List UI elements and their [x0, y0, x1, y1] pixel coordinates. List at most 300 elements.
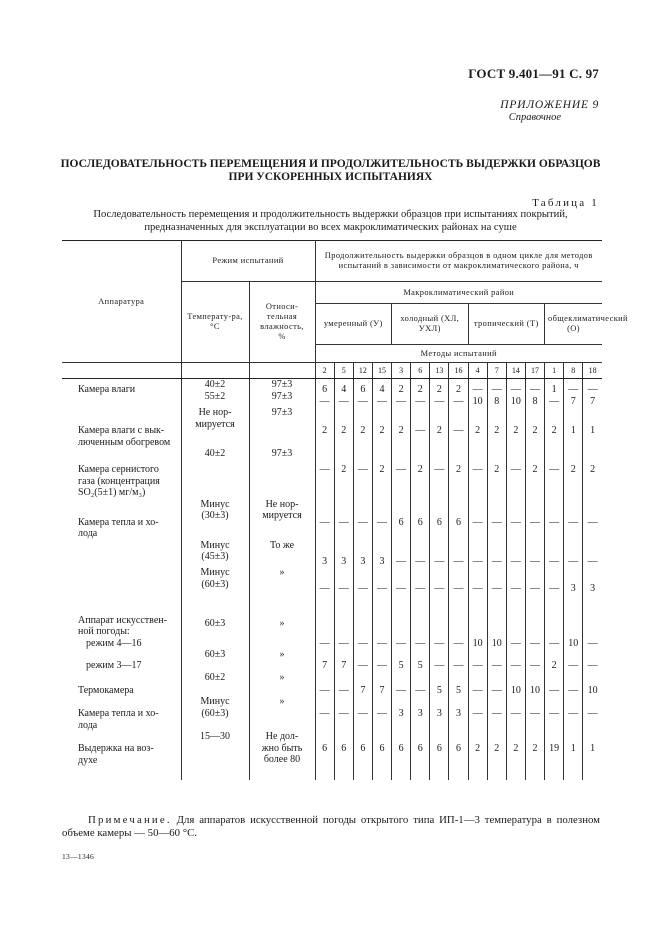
temperature-cell-line: мируется [195, 418, 235, 430]
duration-cell [525, 448, 544, 499]
duration-cell [525, 379, 544, 408]
temperature-cell-line: (45±3) [201, 551, 229, 562]
duration-cell [545, 731, 564, 766]
method-number: 18 [583, 363, 602, 379]
duration-cell-line: — [453, 425, 464, 436]
duration-cell-line: 2 [341, 425, 347, 436]
duration-cell [372, 407, 391, 448]
apparatus-cell-line: SO₂(5±1) мг/м₃) [78, 487, 146, 498]
duration-cell-line: — [376, 583, 387, 594]
duration-cell-line: 4 [341, 384, 347, 395]
duration-cell [372, 379, 391, 408]
duration-cell-line: 6 [322, 384, 328, 395]
duration-cell [315, 731, 334, 766]
duration-cell-line [335, 626, 353, 638]
duration-cell [334, 696, 353, 731]
duration-cell [392, 379, 411, 408]
duration-cell-line: 6 [417, 516, 423, 528]
apparatus-cell-line: Аппарат искусствен- [78, 614, 167, 626]
duration-cell [430, 649, 449, 672]
duration-cell-line: 7 [590, 395, 596, 407]
duration-cell-line: — [587, 555, 598, 567]
header-mode: Режим испытаний [181, 241, 315, 282]
duration-cell [392, 595, 411, 650]
duration-cell [564, 567, 583, 595]
duration-cell [468, 379, 487, 408]
temperature-cell [181, 448, 249, 499]
temperature-cell-line: 55±2 [204, 390, 226, 402]
duration-cell [564, 731, 583, 766]
temperature-cell [181, 731, 249, 766]
duration-cell [315, 379, 334, 408]
duration-cell-line: 2 [590, 464, 596, 475]
spacer-cell [525, 766, 544, 780]
table-caption [60, 209, 601, 234]
duration-cell-line: — [587, 708, 598, 719]
duration-cell [392, 540, 411, 568]
duration-cell-line: — [549, 583, 560, 594]
duration-cell-line: 3 [570, 583, 576, 594]
apparatus-cell-line: лода [78, 719, 98, 731]
duration-cell [545, 379, 564, 408]
duration-cell [430, 567, 449, 595]
duration-cell [315, 649, 334, 672]
duration-cell-line [507, 626, 525, 638]
duration-cell-line: — [549, 684, 560, 696]
duration-cell [334, 407, 353, 448]
duration-cell-line: — [319, 464, 330, 475]
method-number: 7 [487, 363, 506, 379]
duration-cell-line [583, 615, 602, 627]
duration-cell [411, 407, 430, 448]
duration-cell-line [430, 626, 448, 638]
duration-cell-line: 19 [549, 743, 560, 754]
duration-cell-line [392, 626, 410, 638]
duration-cell-line: — [529, 555, 540, 567]
duration-cell-line: 8 [494, 395, 500, 407]
duration-cell-line: — [491, 384, 502, 395]
duration-cell-line: 2 [455, 464, 461, 475]
duration-cell [411, 448, 430, 499]
duration-cell-line [411, 626, 429, 638]
duration-cell [392, 696, 411, 731]
duration-cell [392, 567, 411, 595]
duration-cell [525, 595, 544, 650]
table-row [62, 448, 602, 499]
duration-cell-line: — [472, 708, 483, 719]
apparatus-cell-line: Термокамера [78, 684, 134, 696]
duration-cell-line: 6 [455, 516, 461, 528]
duration-cell [430, 540, 449, 568]
duration-cell-line [354, 615, 372, 627]
apparatus-cell [62, 595, 181, 650]
duration-cell [449, 696, 468, 731]
duration-cell-line: 7 [322, 660, 328, 671]
duration-cell-line: 10 [529, 684, 540, 696]
apparatus-cell [62, 407, 181, 448]
spacer-cell [468, 766, 487, 780]
apparatus-cell-line: Камера тепла и хо- [78, 708, 159, 719]
duration-cell-line: — [396, 395, 407, 407]
duration-cell [468, 672, 487, 697]
humidity-cell [249, 448, 315, 499]
duration-cell-line: — [453, 395, 464, 407]
duration-cell [564, 379, 583, 408]
temperature-cell [181, 696, 249, 731]
temperature-cell-line: 40±2 [204, 448, 226, 459]
duration-cell-line: 5 [455, 684, 461, 696]
duration-cell-line: — [549, 637, 560, 649]
duration-cell-line [545, 615, 563, 627]
table-row [62, 407, 602, 448]
duration-cell-line [507, 615, 525, 627]
temperature-cell [181, 379, 249, 408]
humidity-cell-line: » [279, 696, 285, 707]
duration-cell-line: — [434, 555, 445, 567]
duration-cell-line: — [415, 395, 426, 407]
duration-cell [506, 407, 525, 448]
duration-cell [334, 567, 353, 595]
duration-cell [487, 649, 506, 672]
duration-cell-line: 6 [455, 743, 461, 754]
table-caption-line-1: Последовательность перемещения и продолжительность выдержки образцов при испытаниях покрытий, [93, 209, 568, 220]
spacer-cell [430, 766, 449, 780]
duration-cell [449, 540, 468, 568]
spacer-cell [181, 766, 249, 780]
temperature-cell [181, 649, 249, 672]
header-methods: Методы испытаний [315, 345, 602, 363]
duration-cell-line: 6 [379, 743, 385, 754]
duration-cell [583, 567, 602, 595]
duration-cell [583, 540, 602, 568]
duration-cell-line: 10 [587, 684, 598, 696]
duration-cell-line: 4 [379, 384, 385, 395]
duration-cell [430, 407, 449, 448]
duration-cell [334, 379, 353, 408]
duration-cell-line: — [453, 555, 464, 567]
apparatus-cell-line: Камера влаги [78, 384, 136, 395]
duration-cell [372, 672, 391, 697]
apparatus-cell-line: Камера сернистого [78, 464, 159, 475]
duration-cell [372, 649, 391, 672]
duration-cell-line: — [549, 555, 560, 567]
duration-cell [487, 696, 506, 731]
duration-cell-line [449, 626, 467, 638]
duration-cell [353, 379, 372, 408]
header-humidity: Относи-тельная влажность, % [249, 282, 315, 363]
duration-cell [353, 649, 372, 672]
duration-cell [487, 499, 506, 540]
duration-cell [430, 672, 449, 697]
temperature-cell [181, 499, 249, 540]
method-number: 14 [506, 363, 525, 379]
method-number: 17 [525, 363, 544, 379]
duration-cell [430, 696, 449, 731]
duration-cell-line [449, 615, 467, 627]
duration-cell-line: 2 [398, 425, 404, 436]
duration-cell-line: — [472, 660, 483, 671]
duration-cell-line: — [357, 395, 368, 407]
duration-cell [583, 672, 602, 697]
duration-cell-line: — [396, 555, 407, 567]
duration-cell-line: 7 [341, 660, 347, 671]
duration-cell-line: — [357, 464, 368, 475]
duration-cell [468, 407, 487, 448]
duration-cell [315, 672, 334, 697]
spacer-cell [545, 766, 564, 780]
duration-cell-line: — [453, 583, 464, 594]
humidity-cell [249, 731, 315, 766]
duration-cell [468, 499, 487, 540]
apparatus-cell-line: лода [78, 528, 98, 539]
temperature-cell-line: 15—30 [200, 731, 230, 742]
temperature-cell-line: (30±3) [201, 510, 229, 521]
duration-cell-line: — [491, 684, 502, 696]
temperature-cell-line: Минус [200, 498, 230, 510]
table-row [62, 379, 602, 408]
duration-cell-line [564, 615, 582, 627]
duration-cell [372, 499, 391, 540]
duration-cell-line: — [415, 583, 426, 594]
duration-cell-line [469, 615, 487, 627]
duration-cell [525, 696, 544, 731]
duration-cell [315, 595, 334, 650]
duration-cell-line: 3 [455, 708, 461, 719]
duration-cell-line: 1 [570, 425, 576, 436]
duration-cell [506, 731, 525, 766]
duration-cell-line [545, 626, 563, 638]
duration-cell [411, 595, 430, 650]
duration-cell-line [316, 626, 334, 638]
duration-cell [392, 731, 411, 766]
duration-cell [411, 672, 430, 697]
table-row [62, 731, 602, 766]
duration-cell-line: 7 [570, 395, 576, 407]
duration-cell-line: 10 [491, 637, 502, 649]
duration-cell [506, 649, 525, 672]
duration-cell [525, 499, 544, 540]
duration-cell [564, 696, 583, 731]
duration-cell-line: — [357, 708, 368, 719]
duration-cell [449, 731, 468, 766]
humidity-cell-line: То же [269, 539, 295, 551]
duration-cell-line [488, 626, 506, 638]
duration-cell-line: — [510, 464, 521, 475]
duration-cell [353, 540, 372, 568]
duration-cell-line: — [434, 660, 445, 671]
duration-cell-line: 2 [436, 425, 442, 436]
duration-cell [468, 448, 487, 499]
test-sequence-table [62, 240, 628, 780]
spacer-cell [315, 766, 334, 780]
apparatus-cell-line: ной погоды: [78, 626, 130, 637]
humidity-cell-line: 97±3 [271, 448, 293, 459]
duration-cell [487, 448, 506, 499]
duration-cell-line: — [396, 464, 407, 475]
duration-cell-line [373, 626, 391, 638]
duration-cell [315, 407, 334, 448]
method-number: 16 [449, 363, 468, 379]
duration-cell [506, 499, 525, 540]
duration-cell [468, 696, 487, 731]
duration-cell-line: 3 [417, 708, 423, 719]
duration-cell [525, 731, 544, 766]
duration-cell-line: 2 [322, 425, 328, 436]
humidity-cell [249, 649, 315, 672]
spacer-cell [564, 766, 583, 780]
temperature-cell [181, 407, 249, 448]
duration-cell [468, 731, 487, 766]
duration-cell-line [392, 615, 410, 627]
duration-cell-line: — [491, 516, 502, 528]
duration-cell [372, 448, 391, 499]
duration-cell-line: 2 [379, 425, 385, 436]
humidity-cell [249, 379, 315, 408]
duration-cell-line: 2 [494, 743, 500, 754]
duration-cell-line: 10 [510, 395, 521, 407]
duration-cell-line: — [549, 464, 560, 475]
duration-cell [449, 379, 468, 408]
duration-cell-line: — [319, 583, 330, 594]
duration-cell [583, 595, 602, 650]
duration-cell-line: — [396, 583, 407, 594]
duration-cell [449, 407, 468, 448]
duration-cell-line: — [549, 395, 560, 407]
duration-cell [315, 696, 334, 731]
duration-cell [430, 595, 449, 650]
duration-cell [430, 448, 449, 499]
duration-cell-line: — [338, 684, 349, 696]
header-blank [249, 363, 315, 379]
duration-cell-line [335, 615, 353, 627]
temperature-cell-line: Минус [200, 539, 230, 551]
humidity-cell-line: мируется [262, 510, 302, 521]
apparatus-cell [62, 696, 181, 731]
duration-cell-line [430, 615, 448, 627]
humidity-cell-line: » [279, 671, 285, 683]
duration-cell [430, 379, 449, 408]
duration-cell [487, 595, 506, 650]
method-number: 15 [372, 363, 391, 379]
duration-cell-line: 2 [494, 425, 500, 436]
duration-cell-line: 6 [322, 743, 328, 754]
duration-cell [545, 672, 564, 697]
spacer-cell [411, 766, 430, 780]
humidity-cell-line: жно быть [261, 742, 303, 754]
duration-cell-line: 2 [475, 425, 481, 436]
duration-cell-line: — [376, 516, 387, 528]
temperature-cell-line: 60±2 [204, 671, 226, 683]
duration-cell-line: 2 [551, 660, 557, 671]
duration-cell-line: 3 [436, 708, 442, 719]
duration-cell [525, 540, 544, 568]
duration-cell [564, 672, 583, 697]
table-row [62, 540, 602, 568]
header-blank [181, 363, 249, 379]
duration-cell-line: 2 [417, 384, 423, 395]
duration-cell [372, 731, 391, 766]
method-number: 2 [315, 363, 334, 379]
apparatus-cell-line: газа (концентрация [78, 475, 160, 487]
duration-cell-line: — [491, 660, 502, 671]
spacer-cell [353, 766, 372, 780]
duration-cell-line [488, 615, 506, 627]
duration-cell-line: — [453, 660, 464, 671]
apparatus-cell [62, 731, 181, 766]
appendix-type: Справочное [508, 112, 561, 123]
duration-cell-line: 6 [398, 516, 404, 528]
duration-cell-line: 2 [379, 464, 385, 475]
method-number: 12 [353, 363, 372, 379]
duration-cell [353, 499, 372, 540]
method-number: 3 [392, 363, 411, 379]
duration-cell-line: — [568, 708, 579, 719]
humidity-cell [249, 499, 315, 540]
duration-cell-line: 2 [570, 464, 576, 475]
table-row [62, 567, 602, 595]
duration-cell-line: 10 [568, 637, 579, 649]
duration-cell-line: 3 [379, 555, 385, 567]
duration-cell-line: 6 [436, 743, 442, 754]
duration-cell-line: — [434, 637, 445, 649]
header-region-tropical: тропический (Т) [468, 304, 545, 345]
apparatus-cell-line [78, 556, 177, 568]
duration-cell-line: — [338, 708, 349, 719]
temperature-cell-line: 60±3 [204, 649, 226, 660]
table-label: Таблица 1 [532, 197, 599, 209]
duration-cell [468, 649, 487, 672]
duration-cell-line: — [529, 384, 540, 395]
apparatus-cell-line: Камера тепла и хо- [78, 516, 159, 528]
duration-cell [392, 407, 411, 448]
duration-cell [353, 595, 372, 650]
apparatus-cell-line: режим 3—17 [86, 660, 142, 671]
duration-cell [468, 567, 487, 595]
table-row [62, 672, 602, 697]
document-code: ГОСТ 9.401—91 С. 97 [468, 66, 599, 81]
duration-cell-line: — [510, 708, 521, 719]
duration-cell [506, 595, 525, 650]
humidity-cell [249, 567, 315, 595]
duration-cell-line: 5 [398, 660, 404, 671]
duration-cell-line: 3 [590, 583, 596, 594]
footer-code: 13—1346 [62, 852, 95, 861]
duration-cell [583, 407, 602, 448]
duration-cell-line: — [529, 637, 540, 649]
temperature-cell-line [184, 595, 247, 607]
duration-cell [525, 407, 544, 448]
humidity-cell-line: » [279, 649, 285, 660]
duration-cell [583, 499, 602, 540]
humidity-cell [249, 407, 315, 448]
apparatus-cell-line: духе [78, 754, 98, 766]
temperature-cell-line [184, 606, 247, 618]
duration-cell-line: — [357, 637, 368, 649]
duration-cell-line: — [510, 660, 521, 671]
duration-cell [506, 379, 525, 408]
duration-cell [411, 696, 430, 731]
method-number: 5 [334, 363, 353, 379]
apparatus-cell [62, 672, 181, 697]
duration-cell-line: — [376, 708, 387, 719]
duration-cell [392, 672, 411, 697]
duration-cell [564, 407, 583, 448]
temperature-cell-line: (60±3) [201, 707, 229, 719]
duration-cell-line: — [491, 708, 502, 719]
duration-cell-line: 2 [417, 464, 423, 475]
duration-cell-line: — [319, 708, 330, 719]
table-row-spacer [62, 766, 602, 780]
